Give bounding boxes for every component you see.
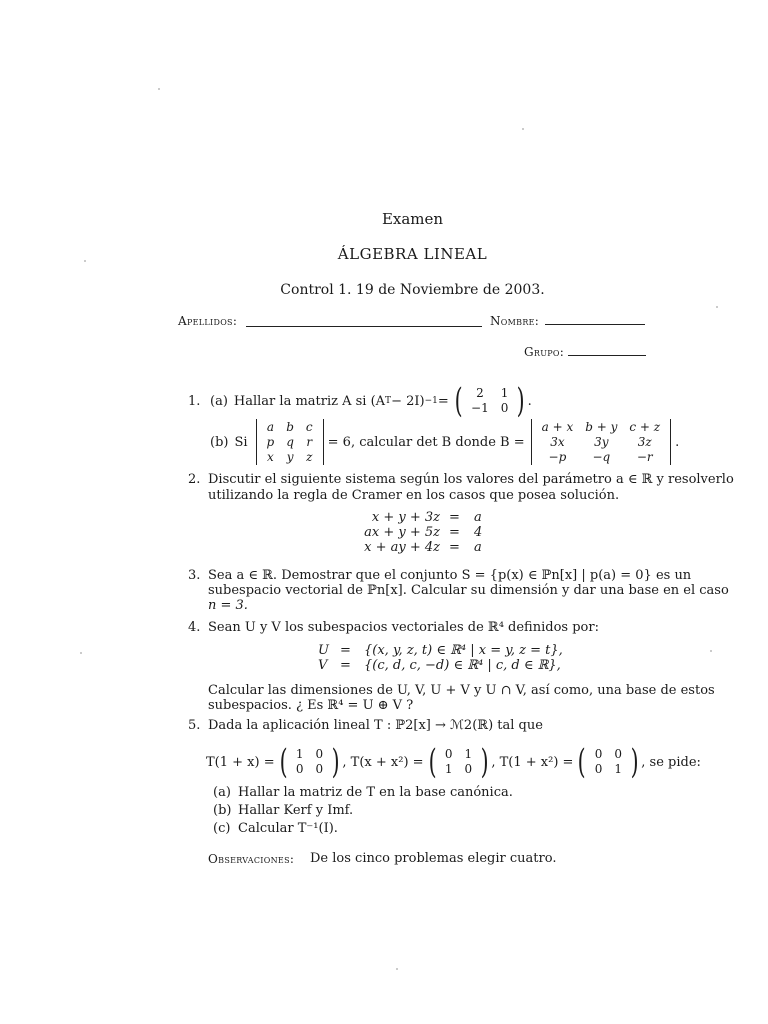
problem-1b-text: = 6, calcular det B donde B =: [327, 434, 525, 450]
subspace-V-lhs: V: [318, 658, 328, 673]
matrix-cell: a: [266, 419, 274, 434]
problem-4-line2: Calcular las dimensiones de U, V, U + V y U ∩ V, así como, una base de estos: [208, 683, 715, 698]
determinant-1b: [252, 419, 328, 465]
observations-text: De los cinco problemas elegir cuatro.: [310, 851, 557, 866]
problem-4-number: 4.: [188, 620, 201, 635]
matrix-cell: 1: [444, 762, 453, 776]
nombre-label: Nombre:: [490, 314, 540, 328]
problem-5b-label: (b): [213, 803, 232, 818]
problem-3-line1: Sea a ∈ ℝ. Demostrar que el conjunto S = {p(x) ∈ ℙn[x] | p(a) = 0} es un: [208, 568, 692, 583]
matrix-cell: x: [267, 449, 274, 464]
matrix-cell: 0: [594, 762, 603, 776]
system-eq-3-lhs: x + ay + 4z: [364, 540, 440, 555]
matrix-cell: 3y: [594, 434, 609, 449]
matrix-cell: b: [286, 419, 294, 434]
matrix-cell: 0: [444, 747, 453, 761]
problem-2-line1: Discutir el siguiente sistema según los valores del parámetro a ∈ ℝ y resolverlo: [208, 472, 734, 487]
problem-5a-text: Hallar la matriz de T en la base canónica.: [238, 785, 513, 800]
matrix-cell: q: [286, 434, 294, 449]
subspace-U-sign: =: [340, 643, 351, 658]
subject-title: ÁLGEBRA LINEAL: [337, 245, 488, 263]
matrix-cell: y: [286, 449, 294, 464]
matrix-cell: 1: [614, 762, 622, 776]
matrix-T2: ( 0 1 1 0 ): [428, 742, 489, 782]
problem-2-line2: utilizando la regla de Cramer en los casos que posea solución.: [208, 488, 620, 503]
problem-1b-si: Si: [234, 434, 248, 450]
mapping-end-text: , se pide:: [641, 754, 701, 770]
problem-4-line3: subespacios. ¿ Es ℝ⁴ = U ⊕ V ?: [208, 698, 414, 713]
matrix-cell: 0: [315, 762, 324, 776]
scan-speck: [710, 650, 712, 652]
problem-3-number: 3.: [188, 568, 201, 583]
determinant-1b-B: [527, 419, 676, 465]
system-eq-2-sign: =: [449, 525, 460, 540]
problem-1a-end: .: [527, 393, 532, 409]
control-date: Control 1. 19 de Noviembre de 2003.: [280, 282, 545, 298]
scan-speck: [716, 306, 718, 308]
matrix-cell: z: [306, 449, 313, 464]
matrix-1a: ( 2 1 −1 0 ): [454, 381, 525, 421]
grupo-line: [568, 355, 646, 356]
scan-speck: [158, 88, 160, 90]
matrix-cell: 3x: [550, 434, 565, 449]
problem-1a-mid: − 2I): [391, 393, 425, 409]
nombre-line: [545, 324, 645, 325]
subspace-U-rhs: {(x, y, z, t) ∈ ℝ⁴ | x = y, z = t},: [364, 643, 563, 658]
problem-5c-label: (c): [213, 821, 231, 836]
system-eq-1-rhs: a: [474, 510, 482, 525]
matrix-cell: b + y: [585, 419, 618, 434]
exam-title: Examen: [381, 210, 444, 228]
problem-2-number: 2.: [188, 472, 201, 487]
matrix-cell: a + x: [541, 419, 574, 434]
mapping-2-text: , T(x + x²) =: [342, 754, 424, 770]
problem-5-mappings: [206, 744, 701, 780]
problem-5-line1: Dada la aplicación lineal T : ℙ2[x] → ℳ2(ℝ) tal que: [208, 718, 543, 733]
system-eq-2-lhs: ax + y + 5z: [364, 525, 440, 540]
system-eq-3-rhs: a: [474, 540, 482, 555]
problem-1-number: 1.: [188, 393, 201, 409]
mapping-1-text: T(1 + x) =: [206, 754, 275, 770]
matrix-T1: ( 1 0 0 0 ): [279, 742, 340, 782]
matrix-cell: c + z: [629, 419, 661, 434]
matrix-cell: −r: [636, 449, 653, 464]
subspace-V-rhs: {(c, d, c, −d) ∈ ℝ⁴ | c, d ∈ ℝ},: [364, 658, 561, 673]
problem-5a-label: (a): [213, 785, 231, 800]
problem-1-b: [210, 418, 679, 466]
matrix-cell: p: [266, 434, 275, 449]
problem-1b-end: .: [675, 434, 680, 450]
apellidos-label: Apellidos:: [178, 314, 238, 328]
subspace-V-sign: =: [340, 658, 351, 673]
matrix-cell: −1: [471, 401, 489, 415]
matrix-cell: −p: [548, 449, 567, 464]
problem-5c-text: Calcular T⁻¹(I).: [238, 821, 338, 836]
matrix-cell: −q: [592, 449, 611, 464]
problem-1a-sup: T: [385, 396, 392, 406]
system-eq-3-sign: =: [449, 540, 460, 555]
system-eq-2-rhs: 4: [474, 525, 483, 540]
problem-3-line2: subespacio vectorial de ℙn[x]. Calcular su dimensión y dar una base en el caso: [208, 583, 729, 598]
matrix-cell: 1: [500, 386, 509, 400]
grupo-label: Grupo:: [524, 345, 565, 359]
apellidos-line: [246, 326, 482, 327]
problem-1a-eq: =: [437, 393, 449, 409]
observations-label: Observaciones:: [208, 852, 295, 866]
matrix-cell: 0: [614, 747, 622, 761]
matrix-cell: c: [305, 419, 313, 434]
problem-1-a: [188, 381, 532, 421]
scan-speck: [396, 968, 398, 970]
matrix-cell: 0: [464, 762, 473, 776]
problem-1a-label: (a): [210, 393, 228, 409]
matrix-T3: ( 0 0 0 1 ): [578, 742, 639, 782]
matrix-cell: r: [306, 434, 313, 449]
matrix-cell: 0: [315, 747, 324, 761]
subspace-U-lhs: U: [318, 643, 329, 658]
problem-5-number: 5.: [188, 718, 201, 733]
system-eq-1-lhs: x + y + 3z: [371, 510, 440, 525]
problem-4-line1: Sean U y V los subespacios vectoriales de ℝ⁴ definidos por:: [208, 620, 599, 635]
matrix-cell: 3z: [637, 434, 652, 449]
scan-speck: [80, 652, 82, 654]
matrix-cell: 1: [295, 747, 304, 761]
matrix-cell: 2: [476, 386, 484, 400]
problem-3-line3: n = 3.: [208, 598, 248, 613]
mapping-3-text: , T(1 + x²) =: [491, 754, 574, 770]
problem-1a-sup2: −1: [424, 396, 438, 406]
system-eq-1-sign: =: [449, 510, 460, 525]
matrix-cell: 0: [594, 747, 603, 761]
matrix-cell: 0: [500, 401, 509, 415]
scan-speck: [522, 128, 524, 130]
problem-1a-text: Hallar la matriz A si (A: [233, 393, 386, 409]
problem-5b-text: Hallar Kerf y Imf.: [238, 803, 354, 818]
matrix-cell: 1: [464, 747, 473, 761]
problem-1b-label: (b): [210, 434, 229, 450]
matrix-cell: 0: [295, 762, 304, 776]
